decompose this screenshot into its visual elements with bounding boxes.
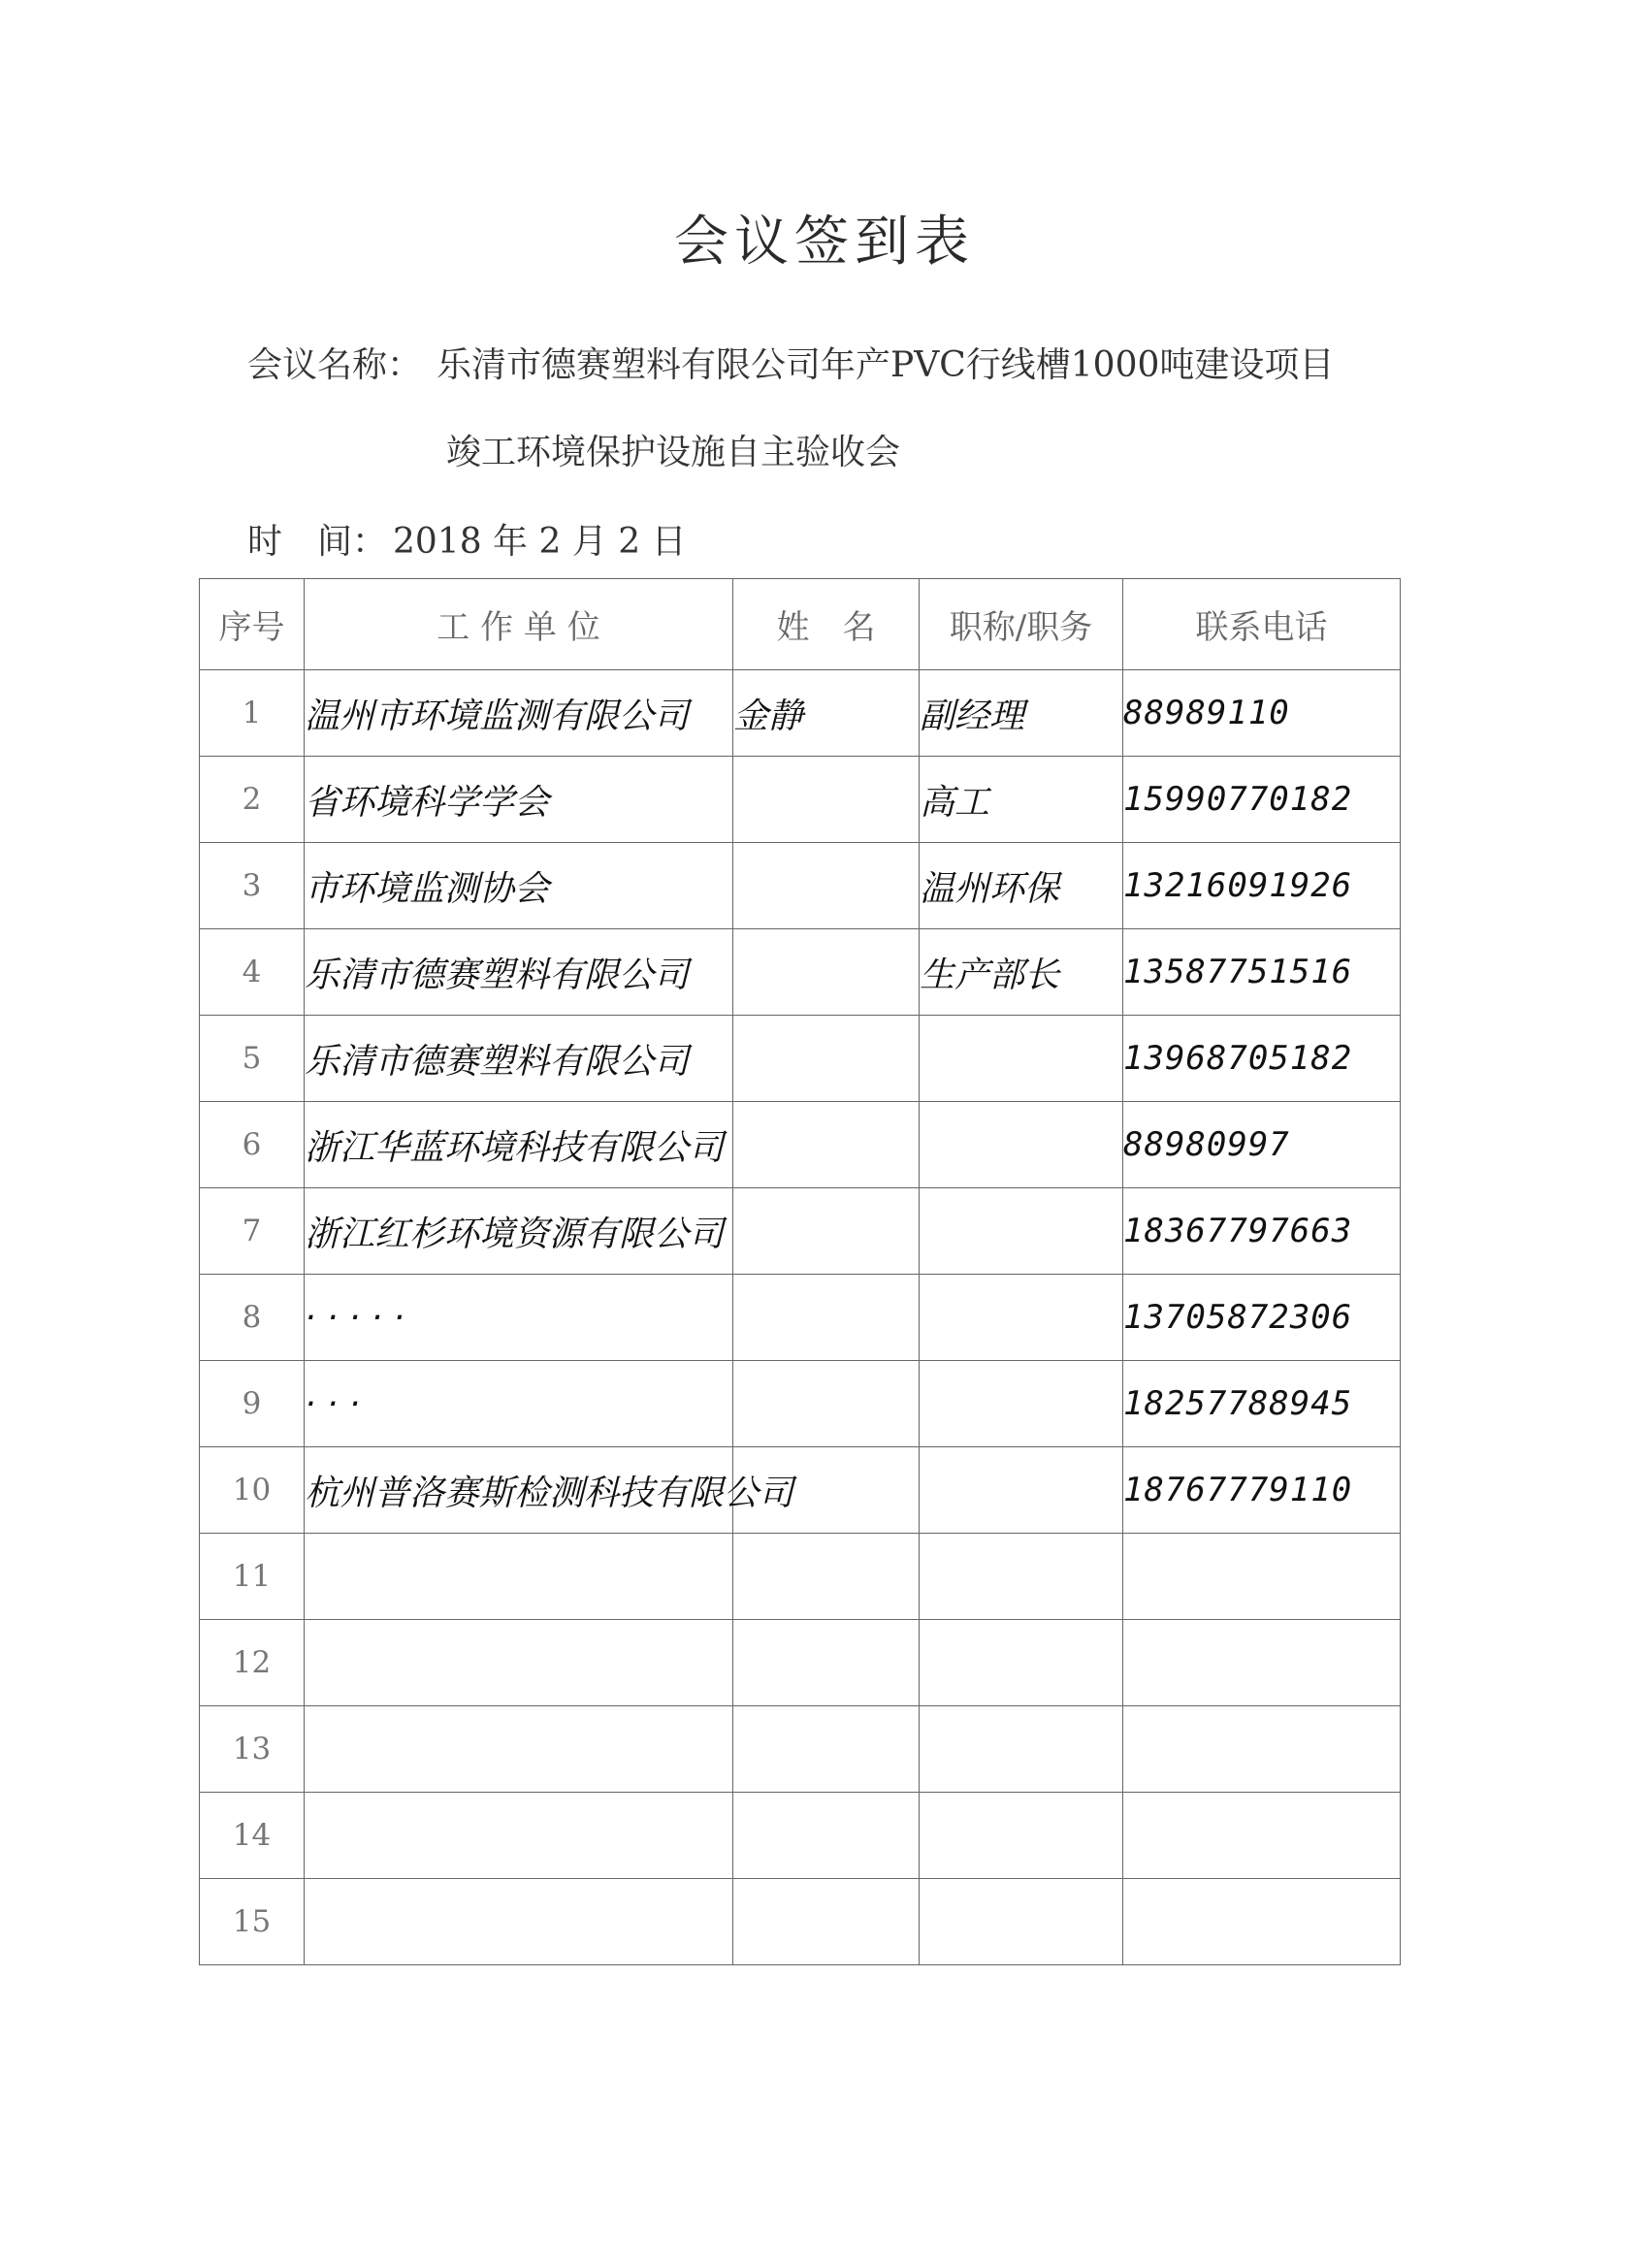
row-number: 3 [200, 843, 305, 929]
work-unit-cell: 杭州普洛赛斯检测科技有限公司 [305, 1447, 733, 1534]
work-unit-cell: 浙江红杉环境资源有限公司 [305, 1188, 733, 1275]
person-name-cell [733, 1016, 920, 1102]
meeting-time-label: 时 间： [247, 522, 388, 562]
page-title: 会议签到表 [674, 211, 975, 274]
job-title-cell [920, 1793, 1123, 1879]
phone-cell: 18367797663 [1123, 1188, 1401, 1275]
table-row [200, 1102, 1401, 1188]
header-name: 姓 名 [733, 579, 920, 670]
row-number: 11 [200, 1534, 305, 1620]
row-number: 12 [200, 1620, 305, 1706]
work-unit-cell: 市环境监测协会 [305, 843, 733, 929]
table-row [200, 929, 1401, 1016]
table-row [200, 757, 1401, 843]
job-title-cell [920, 1102, 1123, 1188]
header-unit: 工 作 单 位 [305, 579, 733, 670]
job-title-cell [920, 1620, 1123, 1706]
job-title-cell [920, 1016, 1123, 1102]
person-name-cell: 金静 [733, 670, 920, 757]
table-row [200, 1879, 1401, 1965]
table-row [200, 1447, 1401, 1534]
phone-cell [1123, 1879, 1401, 1965]
job-title-cell: 温州环保 [920, 843, 1123, 929]
person-name-cell [733, 843, 920, 929]
table-row [200, 1361, 1401, 1447]
phone-cell [1123, 1620, 1401, 1706]
table-header-row [200, 579, 1401, 670]
person-name-cell [733, 1879, 920, 1965]
table-row [200, 1275, 1401, 1361]
row-number: 1 [200, 670, 305, 757]
person-name-cell [733, 1620, 920, 1706]
phone-cell [1123, 1793, 1401, 1879]
row-number: 9 [200, 1361, 305, 1447]
phone-cell: 88980997 [1123, 1102, 1401, 1188]
work-unit-cell: 省环境科学学会 [305, 757, 733, 843]
job-title-cell [920, 1361, 1123, 1447]
row-number: 5 [200, 1016, 305, 1102]
job-title-cell: 副经理 [920, 670, 1123, 757]
row-number: 6 [200, 1102, 305, 1188]
meeting-name-line1: 乐清市德赛塑料有限公司年产PVC行线槽1000吨建设项目 [436, 345, 1335, 385]
row-number: 14 [200, 1793, 305, 1879]
row-number: 2 [200, 757, 305, 843]
work-unit-cell [305, 1706, 733, 1793]
work-unit-cell: · · · [305, 1361, 733, 1447]
table-row [200, 1793, 1401, 1879]
job-title-cell [920, 1534, 1123, 1620]
person-name-cell [733, 1102, 920, 1188]
work-unit-cell: 乐清市德赛塑料有限公司 [305, 1016, 733, 1102]
table-row [200, 1534, 1401, 1620]
phone-cell [1123, 1534, 1401, 1620]
job-title-cell [920, 1879, 1123, 1965]
phone-cell: 13587751516 [1123, 929, 1401, 1016]
row-number: 10 [200, 1447, 305, 1534]
job-title-cell [920, 1706, 1123, 1793]
work-unit-cell [305, 1879, 733, 1965]
phone-cell: 18257788945 [1123, 1361, 1401, 1447]
table-row [200, 1188, 1401, 1275]
phone-cell: 15990770182 [1123, 757, 1401, 843]
meeting-name-line2: 竣工环境保护设施自主验收会 [446, 433, 901, 472]
row-number: 4 [200, 929, 305, 1016]
phone-cell: 13705872306 [1123, 1275, 1401, 1361]
table-row [200, 670, 1401, 757]
work-unit-cell: · · · · · [305, 1275, 733, 1361]
person-name-cell [733, 1361, 920, 1447]
row-number: 8 [200, 1275, 305, 1361]
header-title: 职称/职务 [920, 579, 1123, 670]
phone-cell: 13216091926 [1123, 843, 1401, 929]
phone-cell: 88989110 [1123, 670, 1401, 757]
phone-cell: 18767779110 [1123, 1447, 1401, 1534]
person-name-cell [733, 1275, 920, 1361]
table-row [200, 1016, 1401, 1102]
work-unit-cell [305, 1534, 733, 1620]
job-title-cell: 生产部长 [920, 929, 1123, 1016]
meeting-name-label: 会议名称： [247, 345, 423, 385]
row-number: 7 [200, 1188, 305, 1275]
sign-in-table [199, 578, 1401, 1965]
row-number: 13 [200, 1706, 305, 1793]
table-row [200, 1620, 1401, 1706]
person-name-cell [733, 757, 920, 843]
work-unit-cell: 乐清市德赛塑料有限公司 [305, 929, 733, 1016]
person-name-cell [733, 1188, 920, 1275]
work-unit-cell: 浙江华蓝环境科技有限公司 [305, 1102, 733, 1188]
header-no: 序号 [200, 579, 305, 670]
work-unit-cell: 温州市环境监测有限公司 [305, 670, 733, 757]
phone-cell [1123, 1706, 1401, 1793]
table-row [200, 843, 1401, 929]
meeting-time-value: 2018 年 2 月 2 日 [393, 522, 687, 562]
work-unit-cell [305, 1793, 733, 1879]
person-name-cell [733, 1534, 920, 1620]
table-row [200, 1706, 1401, 1793]
header-phone: 联系电话 [1123, 579, 1401, 670]
job-title-cell: 高工 [920, 757, 1123, 843]
work-unit-cell [305, 1620, 733, 1706]
person-name-cell [733, 1706, 920, 1793]
job-title-cell [920, 1188, 1123, 1275]
row-number: 15 [200, 1879, 305, 1965]
person-name-cell [733, 929, 920, 1016]
job-title-cell [920, 1275, 1123, 1361]
phone-cell: 13968705182 [1123, 1016, 1401, 1102]
person-name-cell [733, 1793, 920, 1879]
job-title-cell [920, 1447, 1123, 1534]
